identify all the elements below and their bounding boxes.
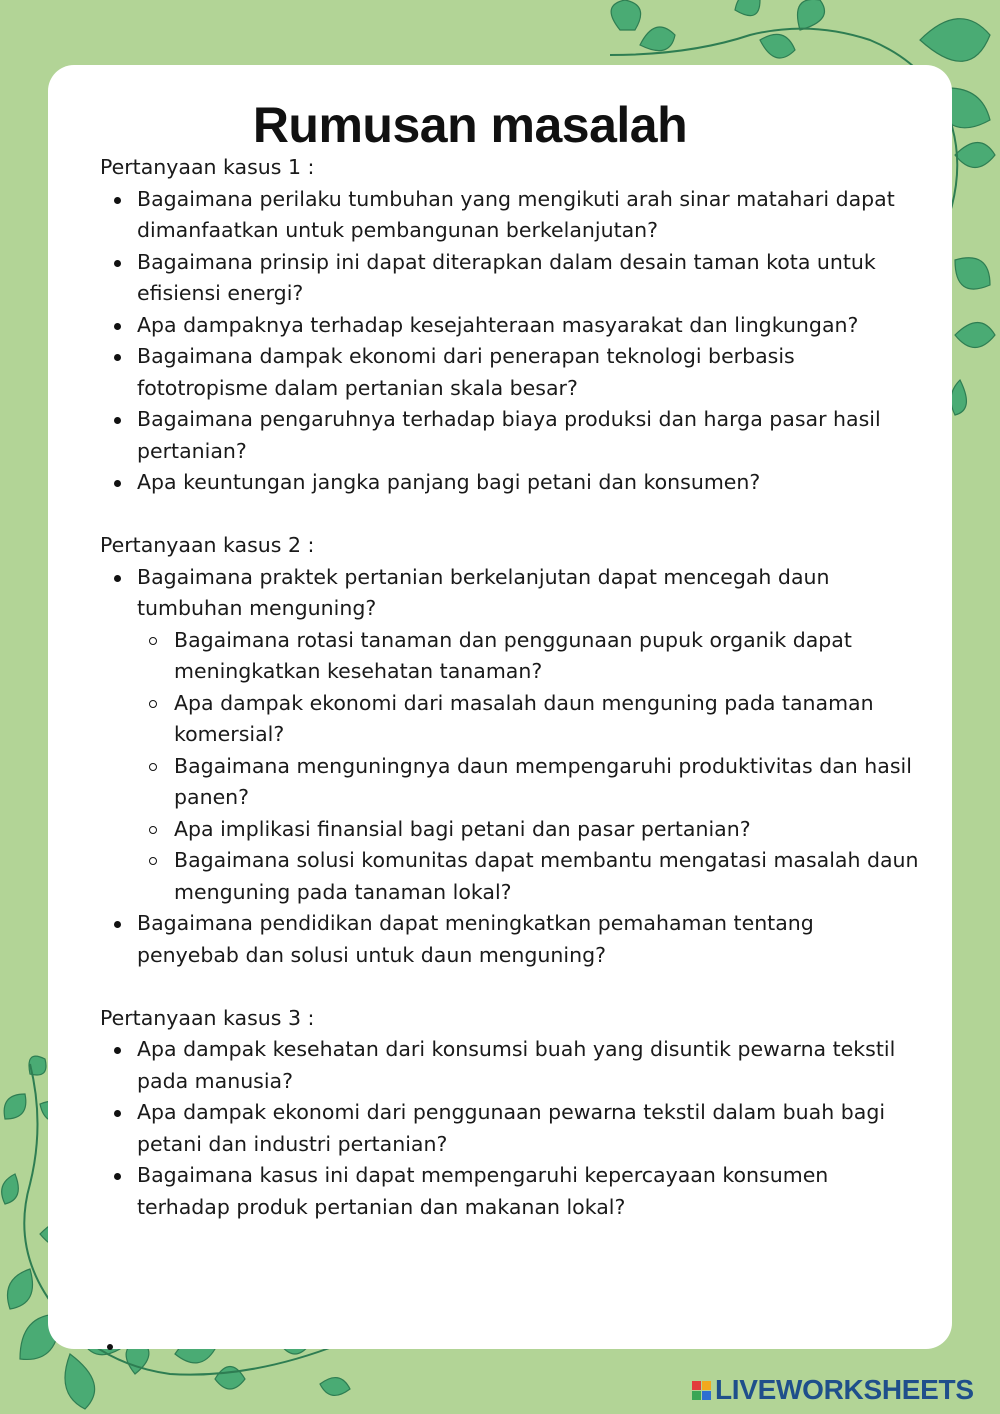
sub-list-item: Bagaimana solusi komunitas dapat membantu mengatasi masalah daun menguning pada tanaman lokal? <box>137 845 920 908</box>
brand-logo-icon <box>692 1381 711 1400</box>
empty-bullet <box>107 1344 113 1350</box>
list-item: Bagaimana prinsip ini dapat diterapkan dalam desain taman kota untuk efisiensi energi? <box>100 247 920 310</box>
case-heading: Pertanyaan kasus 2 : <box>100 533 315 557</box>
list-item: Bagaimana pengaruhnya terhadap biaya produksi dan harga pasar hasil pertanian? <box>100 404 920 467</box>
brand-name: LIVEWORKSHEETS <box>715 1374 974 1405</box>
list-item: Apa dampaknya terhadap kesejahteraan masyarakat dan lingkungan? <box>100 310 920 342</box>
sub-list-item: Apa dampak ekonomi dari masalah daun menguning pada tanaman komersial? <box>137 688 920 751</box>
case-section-2 <box>100 530 920 971</box>
logo-square <box>692 1391 701 1400</box>
liveworksheets-brand[interactable] <box>692 1374 974 1406</box>
list-item: Apa dampak kesehatan dari konsumsi buah yang disuntik pewarna tekstil pada manusia? <box>100 1034 920 1097</box>
question-list <box>100 562 920 972</box>
case-section-3 <box>100 1003 920 1224</box>
list-item: Apa dampak ekonomi dari penggunaan pewarna tekstil dalam buah bagi petani dan industri pertanian? <box>100 1097 920 1160</box>
logo-square <box>702 1381 711 1390</box>
list-item: Bagaimana pendidikan dapat meningkatkan pemahaman tentang penyebab dan solusi untuk daun menguning? <box>100 908 920 971</box>
worksheet-content <box>100 152 920 1223</box>
list-item: Bagaimana kasus ini dapat mempengaruhi kepercayaan konsumen terhadap produk pertanian dan makanan lokal? <box>100 1160 920 1223</box>
page-title: Rumusan masalah <box>252 97 688 153</box>
logo-square <box>692 1381 701 1390</box>
case-section-1 <box>100 152 920 499</box>
case-heading: Pertanyaan kasus 3 : <box>100 1005 315 1030</box>
list-item <box>100 562 920 909</box>
sub-list-item: Bagaimana menguningnya daun mempengaruhi produktivitas dan hasil panen? <box>137 751 920 814</box>
logo-square <box>702 1391 711 1400</box>
case-heading: Pertanyaan kasus 1 : <box>100 155 315 179</box>
list-item: Apa keuntungan jangka panjang bagi petani dan konsumen? <box>100 467 920 499</box>
list-item: Bagaimana dampak ekonomi dari penerapan teknologi berbasis fototropisme dalam pertanian skala besar? <box>100 341 920 404</box>
sub-list-item: Bagaimana rotasi tanaman dan penggunaan pupuk organik dapat meningkatkan kesehatan tanaman? <box>137 625 920 688</box>
list-item-text: Bagaimana praktek pertanian berkelanjutan dapat mencegah daun tumbuhan menguning? <box>137 564 830 620</box>
sub-list-item: Apa implikasi finansial bagi petani dan pasar pertanian? <box>137 814 920 846</box>
sub-question-list <box>137 625 920 909</box>
section-spacer <box>100 971 920 1003</box>
section-spacer <box>100 499 920 531</box>
question-list <box>100 184 920 499</box>
question-list <box>100 1034 920 1223</box>
list-item: Bagaimana perilaku tumbuhan yang mengikuti arah sinar matahari dapat dimanfaatkan untuk pembangunan berkelanjutan? <box>100 184 920 247</box>
